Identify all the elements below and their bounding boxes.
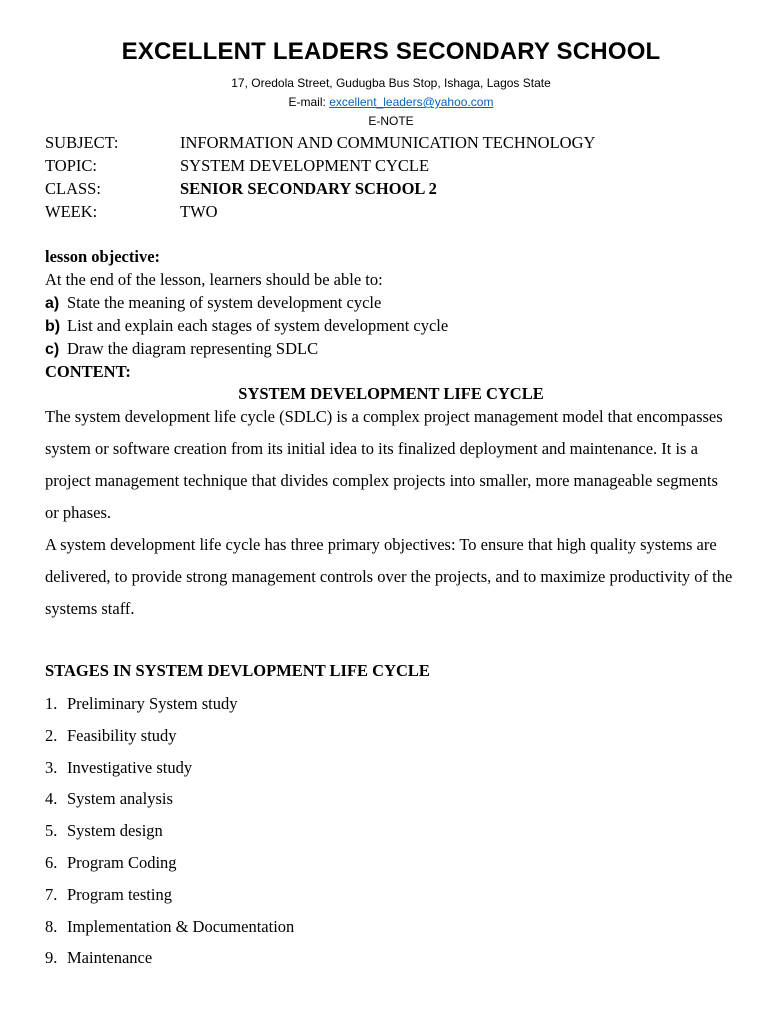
- class-value: SENIOR SECONDARY SCHOOL 2: [180, 179, 437, 198]
- week-label: WEEK:: [45, 202, 98, 221]
- content-label: CONTENT:: [45, 362, 131, 381]
- subject-value: INFORMATION AND COMMUNICATION TECHNOLOGY: [180, 133, 596, 152]
- stage-text: System analysis: [67, 789, 173, 809]
- topic-value: SYSTEM DEVELOPMENT CYCLE: [180, 156, 430, 175]
- stage-text: Investigative study: [67, 757, 193, 777]
- email-line: [0, 95, 768, 109]
- stage-number: 4.: [45, 789, 58, 809]
- list-item: [45, 911, 294, 943]
- list-item: [45, 783, 294, 815]
- paragraph-sdlc-objectives: A system development life cycle has three primary objectives: To ensure that high quality systems are delivered, to provide strong management controls over the projects, and to maximize productivity of the systems staff.: [45, 535, 733, 618]
- list-item: [45, 847, 294, 879]
- stage-number: 3.: [45, 757, 58, 777]
- objective-text: List and explain each stages of system development cycle: [67, 316, 449, 335]
- list-item: [45, 879, 294, 911]
- stage-text: Program Coding: [67, 852, 177, 872]
- stage-number: 1.: [45, 694, 58, 713]
- stage-text: Feasibility study: [67, 725, 177, 745]
- stage-text: Program testing: [67, 884, 172, 904]
- stage-text: Maintenance: [67, 948, 153, 968]
- stage-number: 5.: [45, 821, 58, 841]
- week-value: TWO: [180, 202, 218, 221]
- objective-letter: b): [45, 318, 61, 335]
- paragraph-sdlc-definition: The system development life cycle (SDLC) is a complex project management model that encompasses system or software creation from its initial idea to its finalized deployment and maintenance. It is a project management technique that divides complex projects into smaller, more manageable segments or phases.: [45, 407, 723, 522]
- note-type: E-NOTE: [368, 114, 414, 128]
- objective-letter: a): [45, 295, 60, 312]
- stage-number: 9.: [45, 948, 58, 968]
- email-link[interactable]: excellent_leaders@yahoo.com: [329, 95, 494, 109]
- stage-text: System design: [67, 821, 163, 841]
- stages-heading: STAGES IN SYSTEM DEVLOPMENT LIFE CYCLE: [45, 661, 430, 680]
- list-item: [45, 942, 294, 974]
- stage-text: Preliminary System study: [67, 694, 238, 713]
- objective-heading: lesson objective:: [45, 247, 161, 266]
- objective-text: State the meaning of system development cycle: [67, 293, 382, 312]
- subject-label: SUBJECT:: [45, 133, 119, 152]
- list-item: [45, 720, 294, 752]
- stage-number: 6.: [45, 852, 58, 872]
- stage-number: 2.: [45, 725, 58, 745]
- list-item: [45, 688, 294, 720]
- objective-item: [45, 339, 318, 359]
- list-item: [45, 815, 294, 847]
- section-title: SYSTEM DEVELOPMENT LIFE CYCLE: [238, 384, 544, 403]
- school-address: 17, Oredola Street, Gudugba Bus Stop, Ishaga, Lagos State: [231, 76, 551, 90]
- objective-text: Draw the diagram representing SDLC: [67, 339, 319, 358]
- stage-number: 7.: [45, 884, 58, 904]
- objective-letter: c): [45, 341, 60, 358]
- stage-number: 8.: [45, 916, 58, 936]
- email-label: E-mail:: [288, 95, 330, 109]
- class-label: CLASS:: [45, 179, 101, 198]
- list-item: [45, 752, 294, 784]
- topic-label: TOPIC:: [45, 156, 97, 175]
- objective-item: [45, 293, 381, 313]
- stages-list: [45, 688, 294, 974]
- stage-text: Implementation & Documentation: [67, 916, 295, 936]
- objective-item: [45, 316, 448, 336]
- school-name: EXCELLENT LEADERS SECONDARY SCHOOL: [121, 38, 661, 65]
- objective-intro: At the end of the lesson, learners should be able to:: [45, 270, 383, 289]
